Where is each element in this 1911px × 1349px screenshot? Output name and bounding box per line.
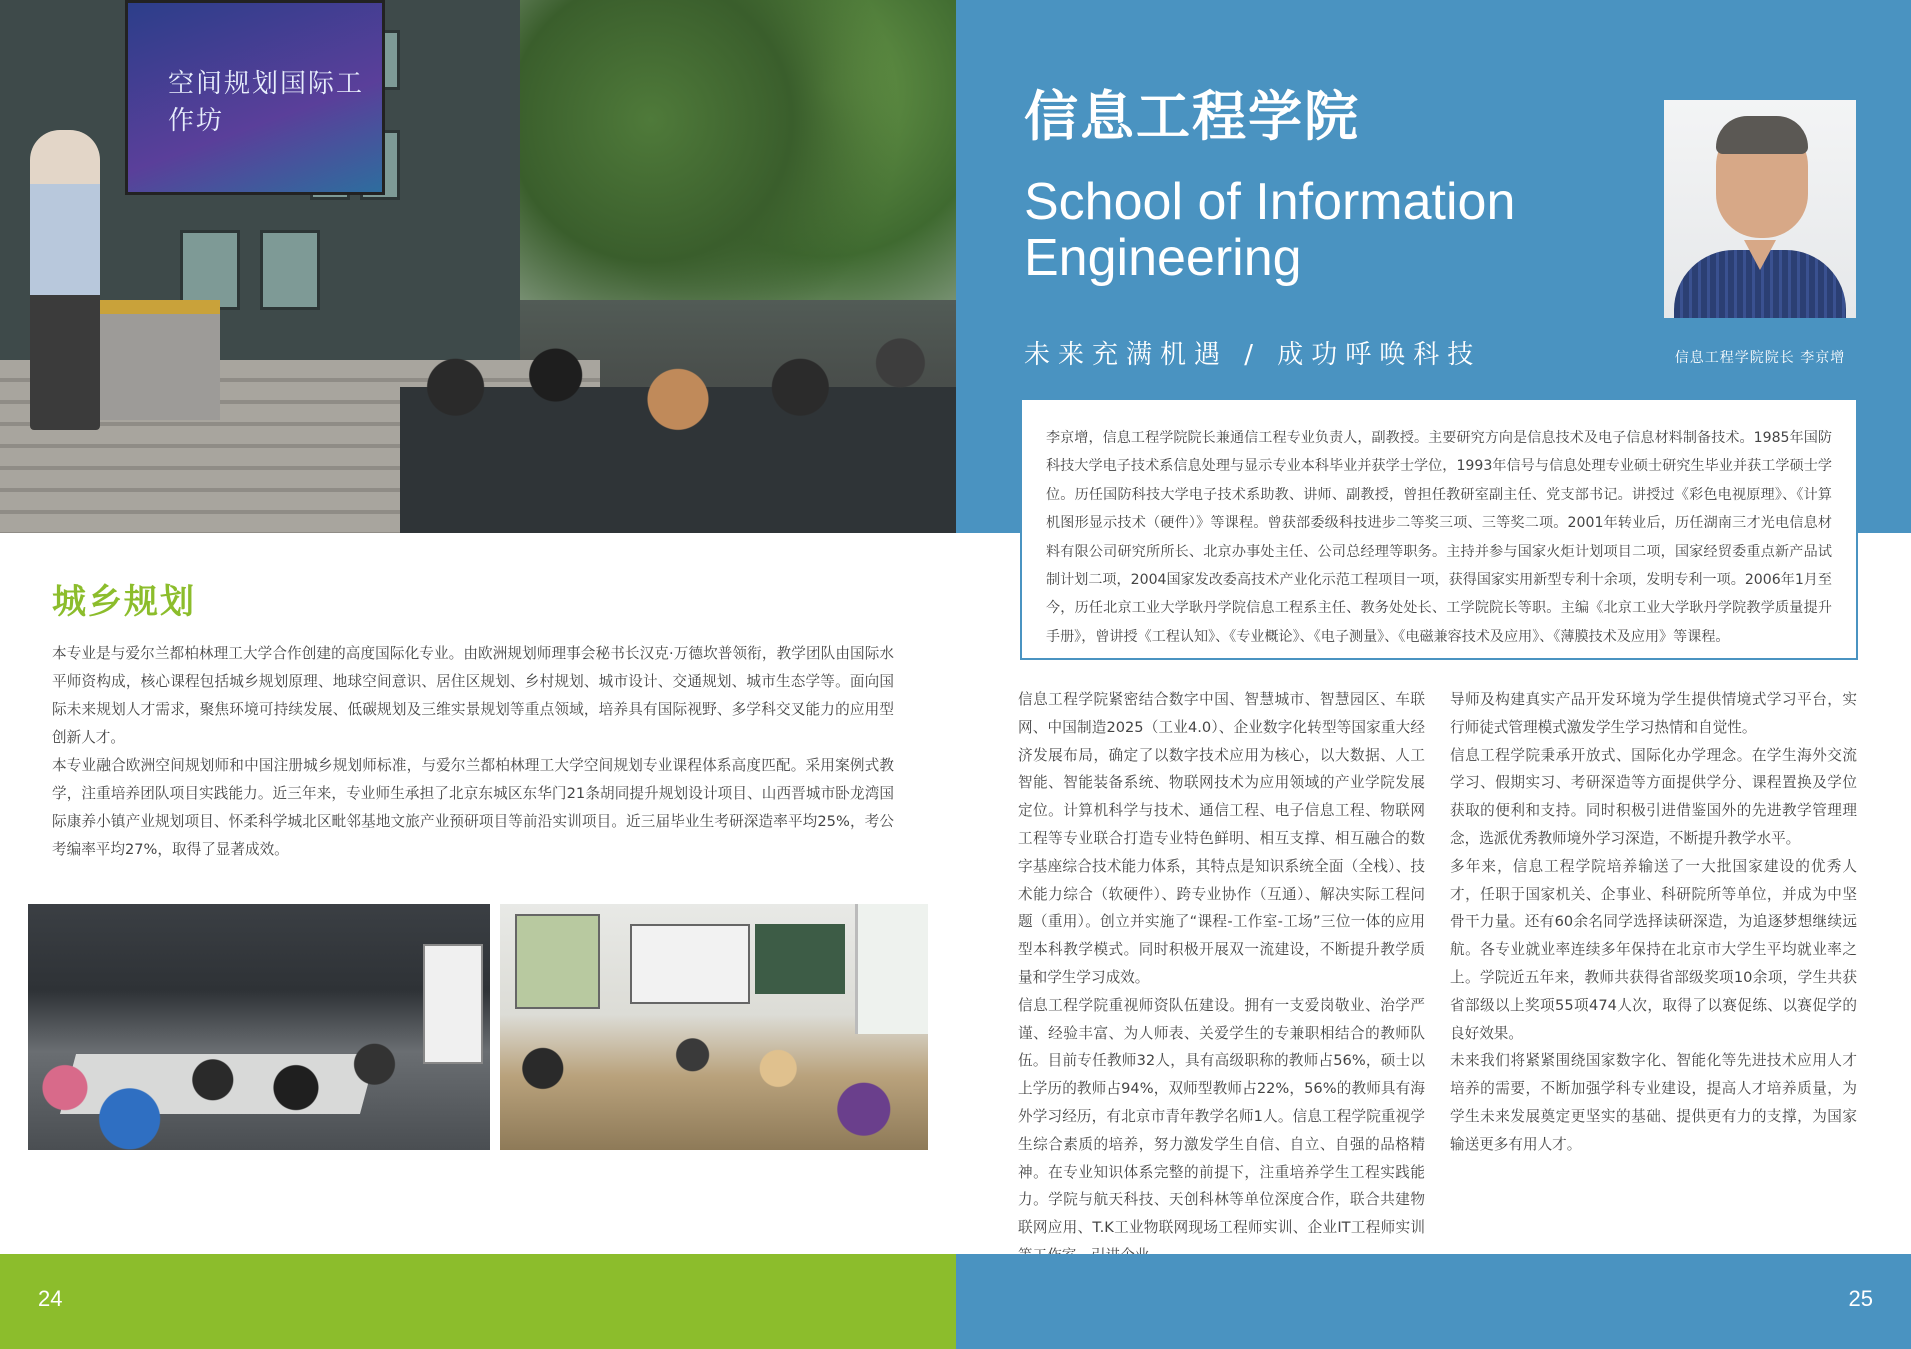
seminar-room-photo bbox=[500, 904, 928, 1150]
body-paragraph: 多年来，信息工程学院培养输送了一大批国家建设的优秀人才，任职于国家机关、企事业、科研院所等单位，并成为中坚骨干力量。还有60余名同学选择读研深造，为追逐梦想继续远航。各专业就业率连续多年保持在北京市大学生平均就业率之上。学院近五年来，教师共获得省部级奖项10余项，学生共获省部级以上奖项55项474人次，取得了以赛促练、以赛促学的良好效果。 bbox=[1450, 857, 1857, 1042]
footer-bar-left bbox=[0, 1254, 956, 1349]
projection-screen bbox=[515, 914, 600, 1009]
page-number-right: 25 bbox=[1848, 1286, 1873, 1311]
building-window bbox=[260, 230, 320, 310]
body-column-1 bbox=[1018, 686, 1425, 1270]
body-paragraph: 信息工程学院重视师资队伍建设。拥有一支爱岗敬业、治学严谨、经验丰富、为人师表、关爱学生的专兼职相结合的教师队伍。目前专任教师32人，具有高级职称的教师占56%，硕士以上学历的教师占94%，双师型教师占22%，56%的教师具有海外学习经历，有北京市青年教学名师1人。信息工程学院重视学生综合素质的培养，努力激发学生自信、自立、自强的品格精神。在专业知识体系完整的前提下，注重培养学生工程实践能力。学院与航天科技、天创科林等单位深度合作，联合共建物联网应用、T.K工业物联网现场工程师实训、企业IT工程师实训 bbox=[1018, 996, 1425, 1237]
body-paragraph: 导师及构建真实产品开发环境为学生提供情境式学习平台，实行师徒式管理模式激发学生学习热情和自觉性。 bbox=[1450, 691, 1857, 736]
school-title-en: School of Information Engineering bbox=[1024, 173, 1516, 287]
dean-bio-text: 李京增，信息工程学院院长兼通信工程专业负责人，副教授。主要研究方向是信息技术及电子信息材料制备技术。1985年国防科技大学电子技术系信息处理与显示专业本科毕业并获学士学位，1993年信号与信息处理专业硕士研究生毕业并获工学硕士学位。历任国防科技大学电子技术系助教、讲师、副教授，曾担任教研室副主任、党支部书记。讲授过《彩色电视原理》、《计算机图形显示技术（硬件）》等课程。曾获部委级科技进步二等奖三项、三等奖二项。2001年转业后，历任湖南三才光电信息材料有限公司研究所所长、北京办事处主任、公司总经理等职务。主持并参与国家火炬计划项目二项，国家经贸委重点新产品试制计划二项，2004国家发改委高技术产业化示范工程项目一项，获得国家实用新型专利十余项，发明专利一项。2006年1月至今，历任北京工业大学耿丹学院信息工程系主任、教务处处长、工学院院长等职。主编《北京工业大学耿丹学院教学质量提升手册》，曾讲授《工程认知》、《专业概论》、《电子测量》、《电磁兼容技术及应用》、《薄膜技术及应用》等课程。 bbox=[1046, 430, 1832, 645]
portrait-caption: 信息工程学院院长 李京增 bbox=[1674, 350, 1846, 366]
speaker-figure bbox=[30, 130, 100, 430]
classroom-workshop-photo bbox=[28, 904, 490, 1150]
trees bbox=[520, 0, 956, 300]
body-column-2 bbox=[1450, 686, 1857, 1159]
portrait-hair bbox=[1716, 116, 1808, 154]
students bbox=[28, 994, 490, 1150]
workshop-opening-photo bbox=[0, 0, 956, 533]
footer-bar-right bbox=[956, 1254, 1911, 1349]
school-title-cn: 信息工程学院 bbox=[1024, 85, 1360, 148]
body-paragraph: 本专业是与爱尔兰都柏林理工大学合作创建的高度国际化专业。由欧洲规划师理事会秘书长汉克·万德坎普领衔，教学团队由国际水平师资构成，核心课程包括城乡规划原理、地球空间意识、居住区规划、乡村规划、城市设计、交通规划、城市生态学等。面向国际未来规划人才需求，聚焦环境可持续发展、低碳规划及三维实景规划等重点领域，培养具有国际视野、多学科交叉能力的应用型创新人才。 bbox=[52, 645, 894, 746]
body-paragraph: 未来我们将紧紧围绕国家数字化、智能化等先进技术应用人才培养的需要，不断加强学科专业建设，提高人才培养质量，为学生未来发展奠定更坚实的基础、提供更有力的支撑，为国家输送更多有用人才。 bbox=[1450, 1052, 1857, 1153]
building-window bbox=[180, 230, 240, 310]
banner-text: 空间规划国际工作坊 bbox=[168, 69, 365, 136]
workshop-banner bbox=[125, 0, 385, 195]
body-paragraph: 本专业融合欧洲空间规划师和中国注册城乡规划师标准，与爱尔兰都柏林理工大学空间规划专业课程体系高度匹配。采用案例式教学，注重培养团队项目实践能力。近三年来，专业师生承担了北京东城区东华门21条胡同提升规划设计项目、山西晋城市卧龙湾国际康养小镇产业规划项目、怀柔科学城北区毗邻基地文旅产业预研项目等前沿实训项目。近三届毕业生考研深造率平均25%，考公考编率平均27%，取得了显著成效。 bbox=[52, 757, 894, 858]
audience bbox=[400, 290, 956, 533]
body-paragraph: 信息工程学院紧密结合数字中国、智慧城市、智慧园区、车联网、中国制造2025（工业4.0）、企业数字化转型等国家重大经济发展布局，确定了以数字技术应用为核心，以大数据、人工智能、智能装备系统、物联网技术为应用领域的产业学院发展定位。计算机科学与技术、通信工程、电子信息工程、物联网工程等专业联合打造专业特色鲜明、相互支撑、相互融合的数字基座综合技术能力体系，其特点是知识系统全面（全栈）、技术能力综合（软硬件）、跨专业协作（互通）、解决实际工程问题（重用）。创立并实施了“课程-工作室-工场”三位一体的应用型本科教学模式。同时积极开展双一流建设，不断提升教学质量和学生学习成效。 bbox=[1018, 691, 1425, 986]
body-paragraph: 信息工程学院秉承开放式、国际化办学理念。在学生海外交流学习、假期实习、考研深造等方面提供学分、课程置换及学位获取的便利和支持。同时积极引进借鉴国外的先进教学管理理念，选派优秀教师境外学习深造，不断提升教学水平。 bbox=[1450, 746, 1857, 847]
projection-screen bbox=[630, 924, 750, 1004]
chalkboard bbox=[755, 924, 845, 994]
students bbox=[500, 1014, 928, 1150]
section-title-urban-planning: 城乡规划 bbox=[52, 582, 196, 622]
page-number-left: 24 bbox=[38, 1286, 63, 1311]
slogan: 未来充满机遇 / 成功呼唤科技 bbox=[1024, 340, 1482, 370]
dean-portrait bbox=[1664, 100, 1856, 318]
dean-bio-box bbox=[1020, 398, 1858, 660]
urban-planning-body bbox=[52, 640, 894, 864]
